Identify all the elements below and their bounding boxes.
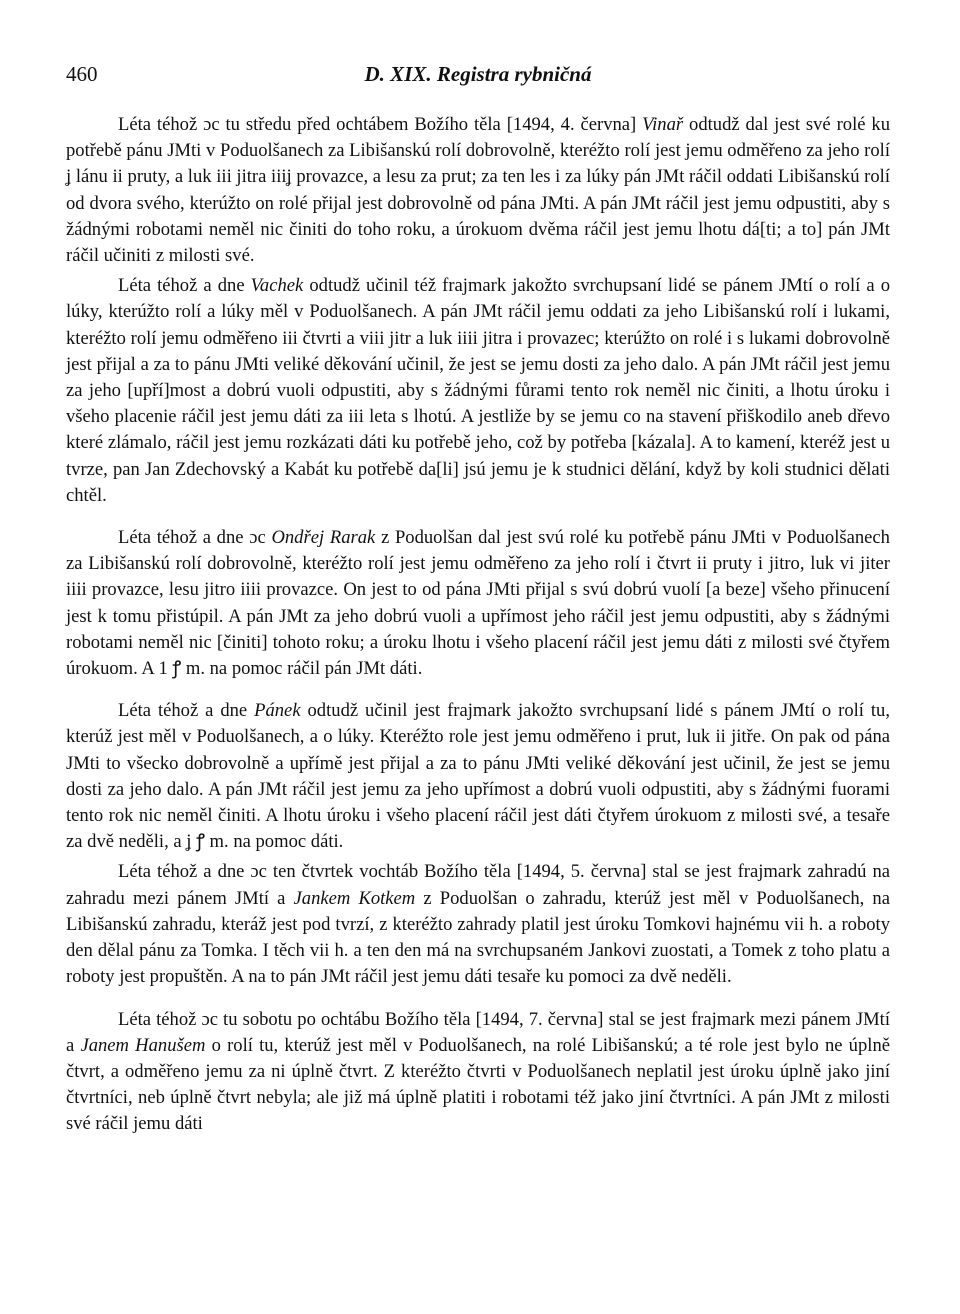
text-run: Léta téhož a dne ɔc ten čtvrtek vochtáb Božího těla [1494, 5. června] stal se jest frajmark zahradú na zahradu mezi pánem JMtí a	[66, 861, 890, 909]
text-run: odtudž učinil též frajmark jakožto svrchupsaní lidé se pánem JMtí o rolí a o lúky, kterúžto rolí a lúky měl v Poduolšanech. A pán JMt ráčil jemu oddati za jeho Libišanskú rolí i lukami, kteréžto rolí jemu odměřeno iii čtvrti a viii jitr a luk iiii jitra i provazec; kterúžto on rolé i s lukami dobrovolně jest přijal a za to pánu JMti veliké děkování učinil, že jest se jemu dosti za jeho dalo. A pán JMt ráčil jest jemu za jeho [upří]most a dobrú vuoli odpustiti, aby s žádnými fůrami tento rok neměl nic činiti, a lhotu úroku i všeho placenie ráčil jest jemu dáti za iii leta s lhotú. A jestliže by se jemu co na stavení přiškodilo aneb dřevo které zlámalo, ráčil jest jemu rozkázati dáti ku potřebě jeho, což by potřeba [kázala]. A to kamení, kteréž jest u tvrze, pan Jan Zdechovský a Kabát ku potřebě da[li] jsú jemu je k studnici dělání, když by koli studnici dělati chtěl.	[66, 275, 890, 506]
paragraph	[66, 859, 890, 990]
text-run: Léta téhož ɔc tu středu před ochtábem Božího těla [1494, 4. června]	[118, 114, 643, 135]
text-run: odtudž dal jest své rolé ku potřebě pánu JMti v Poduolšanech za Libišanskú rolí dobrovolně, kteréžto rolí jest jemu odměřeno za jeho rolí ʝ lánu ii pruty, a luk iii jitra iiiʝ provazce, a lesu za prut; za ten les i za lúky pán JMt ráčil oddati Libišanskú rolí od dvora svého, kterúžto on rolé přijal jest dobrovolně od pána JMti. A pán JMt ráčil jest jemu odpustiti, aby s žádnými robotami neměl nic činiti do toho roku, a úrokuom dvěma ráčil jest jemu lhotu dá[ti; a to] pán JMt ráčil učiniti z milosti své.	[66, 114, 891, 267]
paragraph	[66, 525, 890, 682]
personal-name: Janem Hanušem	[80, 1034, 206, 1056]
text-run: Léta téhož a dne ɔc	[118, 527, 272, 549]
paragraph	[66, 112, 890, 269]
text-run: Léta téhož ɔc tu sobotu po ochtábu Božího těla [1494, 7. června] stal se jest frajmark mezi pánem JMtí a	[66, 1008, 890, 1056]
paragraph	[66, 273, 890, 509]
personal-name: Jankem Kotkem	[293, 887, 416, 909]
personal-name: Pánek	[254, 700, 301, 722]
text-run: z Poduolšan o zahradu, kterúž jest měl v Poduolšanech, na Libišanskú zahradu, kteráž jest pod tvrzí, z kteréžto zahrady platil jest úroku Tomkovi hajnému vii h. a roboty den dělal pánu za Tomka. I těch vii h. a ten den má na svrchupsaném Jankovi zuostati, a Tomek z toho platu a roboty jest propuštěn. A na to pán JMt ráčil jest jemu dáti tesaře ku pomoci za dvě neděli.	[66, 887, 890, 988]
text-run: z Poduolšan dal jest svú rolé ku potřebě pánu JMti v Poduolšanech za Libišanskú rolí dobrovolně, kteréžto rolí jest jemu odměřeno za jeho rolí i čtvrt ii pruty i jitro, luk vi jiter iiii provazce, lesu jitro iiii provazce. On jest to od pána JMti přijal s svú dobrú vuolí [a beze] všeho přinucení jest k tomu přistúpil. A pán JMt za jeho dobrú vuoli a upřímost jeho ráčil jest jemu odpustiti, aby s žádnými robotami neměl nic [činiti] tohoto roku; a úroku lhotu i všeho placení ráčil jest jemu dáti z milosti své čtyřem úrokuom. A 1 ꝭ m. na pomoc ráčil pán JMt dáti.	[66, 527, 890, 680]
personal-name: Ondřej Rarak	[271, 527, 376, 549]
text-run: Léta téhož a dne	[118, 275, 251, 297]
running-header	[66, 62, 890, 92]
text-run: Léta téhož a dne	[118, 700, 255, 722]
page-number: 460	[66, 62, 98, 86]
text-run: odtudž učinil jest frajmark jakožto svrchupsaní lidé s pánem JMtí o rolí tu, kterúž jest měl v Poduolšanech, a o lúky. Kteréžto role jest jemu odměřeno i prut, luk ii jitře. On pak od pána JMti to všecko dobrovolně a upřímě jest přijal a za to pánu JMti veliké děkování jest učinil, že jest se jemu dosti za jeho dalo. A pán JMt ráčil jest jemu za jeho upřímost a dobrú vuoli odpustiti, aby s žádnými fuorami tento rok nic neměl činiti. A lhotu úroku i všeho placení ráčil jest dáti čtyřem úrokuom z milosti své, a tesaře za dvě neděli, a ʝ ꝭ m. na pomoc dáti.	[66, 700, 890, 853]
text-run: o rolí tu, kterúž jest měl v Poduolšanech, na rolé Libišanskú; a té role jest bylo ne úplně čtvrt, a odměřeno jemu za ni úplně čtvrt. Z kteréžto čtvrti v Poduolšanech neplatil jest úroku úplně jako jiní čtvrtníci, neb úplně čtvrt nebyla; ale již má úplně platiti i robotami též jako jiní čtvrtníci. A pán JMt z milosti své ráčil jemu dáti	[66, 1034, 890, 1135]
paragraph	[66, 698, 890, 855]
personal-name: Vinař	[642, 114, 684, 135]
personal-name: Vachek	[250, 275, 304, 297]
running-title: D. XIX. Registra rybničná	[364, 62, 592, 86]
body-text	[66, 112, 890, 1138]
paragraph	[66, 1007, 890, 1138]
